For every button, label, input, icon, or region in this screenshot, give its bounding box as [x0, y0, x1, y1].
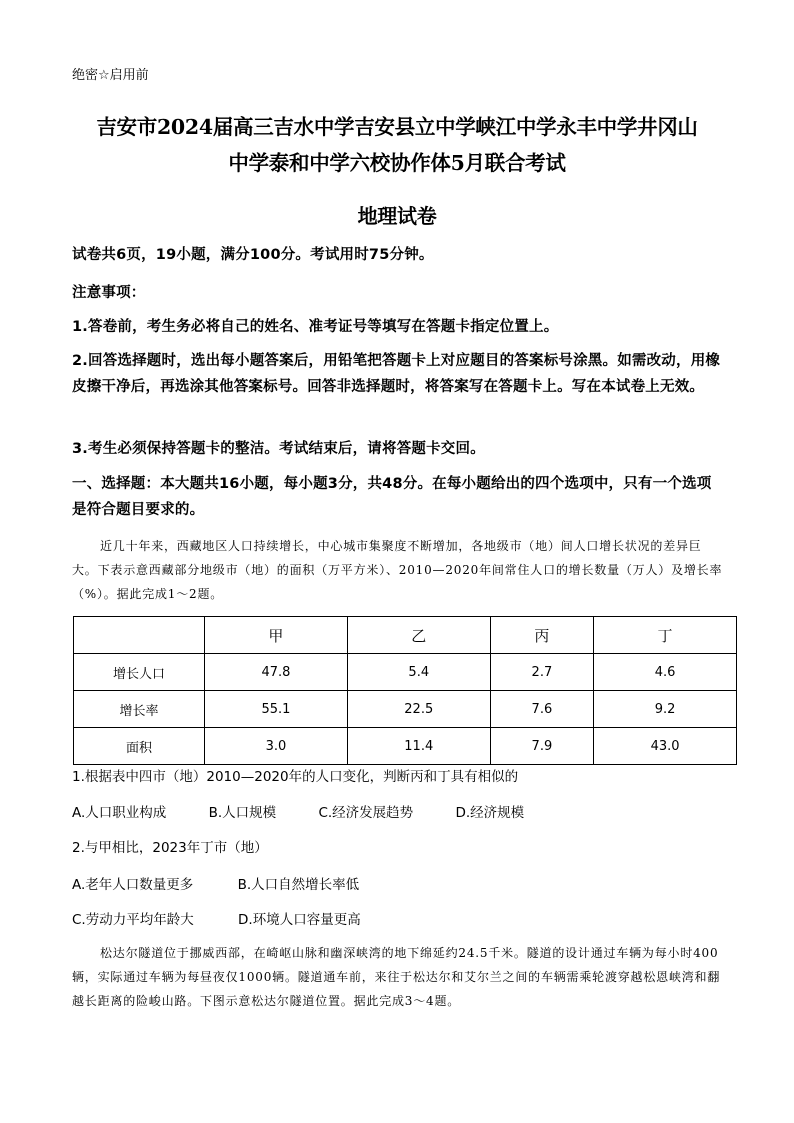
row-label: 增长率 [74, 691, 205, 728]
table-header-cell: 乙 [347, 617, 490, 654]
table-cell: 47.8 [205, 654, 348, 691]
table-cell: 11.4 [347, 728, 490, 765]
section-heading: 一、选择题：本大题共16小题，每小题3分，共48分。在每小题给出的四个选项中，只有一个选项是符合题目要求的。 [72, 476, 712, 518]
passage-1: 近几十年来，西藏地区人口持续增长，中心城市集聚度不断增加，各地级市（地）间人口增长状况的差异巨大。下表示意西藏部分地级市（地）的面积（万平方米）、2010—2020年间常住人口的增长数量（万人）及增长率（%）。据此完成1～2题。 [72, 539, 723, 601]
question-1-stem: 1.根据表中四市（地）2010—2020年的人口变化，判断丙和丁具有相似的 [72, 769, 519, 785]
option-a: A.人口职业构成 [72, 805, 167, 821]
question-2-options-row-1 [72, 873, 359, 893]
table-cell: 22.5 [347, 691, 490, 728]
secret-label: 绝密☆启用前 [72, 68, 149, 83]
notice-item: 2.回答选择题时，选出每小题答案后，用铅笔把答题卡上对应题目的答案标号涂黑。如需改动，用橡皮擦干净后，再选涂其他答案标号。回答非选择题时，将答案写在答题卡上。写在本试卷上无效。 [72, 353, 721, 395]
table-row [74, 728, 737, 765]
row-label: 增长人口 [74, 654, 205, 691]
table-cell: 9.2 [594, 691, 737, 728]
question-2-options-row-2 [72, 908, 361, 928]
table-header-cell: 丁 [594, 617, 737, 654]
option-a: A.老年人口数量更多 [72, 877, 194, 893]
table-header-cell: 甲 [205, 617, 348, 654]
row-label: 面积 [74, 728, 205, 765]
table-cell: 2.7 [490, 654, 593, 691]
table-header-row [74, 617, 737, 654]
subject-title: 地理试卷 [357, 204, 437, 228]
table-cell: 3.0 [205, 728, 348, 765]
table-cell: 5.4 [347, 654, 490, 691]
table-cell: 43.0 [594, 728, 737, 765]
option-c: C.劳动力平均年龄大 [72, 912, 194, 928]
option-b: B.人口自然增长率低 [237, 877, 360, 893]
table-cell: 7.9 [490, 728, 593, 765]
notice-item: 1.答卷前，考生务必将自己的姓名、准考证号等填写在答题卡指定位置上。 [72, 319, 559, 335]
exam-title-line-1: 吉安市2024届高三吉水中学吉安县立中学峡江中学永丰中学井冈山 [96, 115, 698, 139]
table-row [74, 654, 737, 691]
notice-item: 3.考生必须保持答题卡的整洁。考试结束后，请将答题卡交回。 [72, 441, 485, 457]
question-2-stem: 2.与甲相比，2023年丁市（地） [72, 840, 268, 856]
option-c: C.经济发展趋势 [318, 805, 414, 821]
table-cell: 55.1 [205, 691, 348, 728]
exam-info: 试卷共6页，19小题，满分100分。考试用时75分钟。 [72, 247, 434, 263]
option-b: B.人口规模 [208, 805, 277, 821]
table-header-cell [74, 617, 205, 654]
population-table [73, 616, 737, 765]
question-1-options [72, 801, 524, 821]
table-header-cell: 丙 [490, 617, 593, 654]
table-cell: 4.6 [594, 654, 737, 691]
notice-heading: 注意事项： [72, 285, 146, 301]
passage-2: 松达尔隧道位于挪威西部，在崎岖山脉和幽深峡湾的地下绵延约24.5千米。隧道的设计通过车辆为每小时400辆，实际通过车辆为每昼夜仅1000辆。隧道通车前，来往于松达尔和艾尔兰之间的车辆需乘轮渡穿越松恩峡湾和翻越长距离的险峻山路。下图示意松达尔隧道位置。据此完成3～4题。 [72, 946, 721, 1008]
exam-title-line-2: 中学泰和中学六校协作体5月联合考试 [228, 151, 566, 175]
option-d: D.经济规模 [455, 805, 525, 821]
table-cell: 7.6 [490, 691, 593, 728]
table-row [74, 691, 737, 728]
option-d: D.环境人口容量更高 [238, 912, 361, 928]
